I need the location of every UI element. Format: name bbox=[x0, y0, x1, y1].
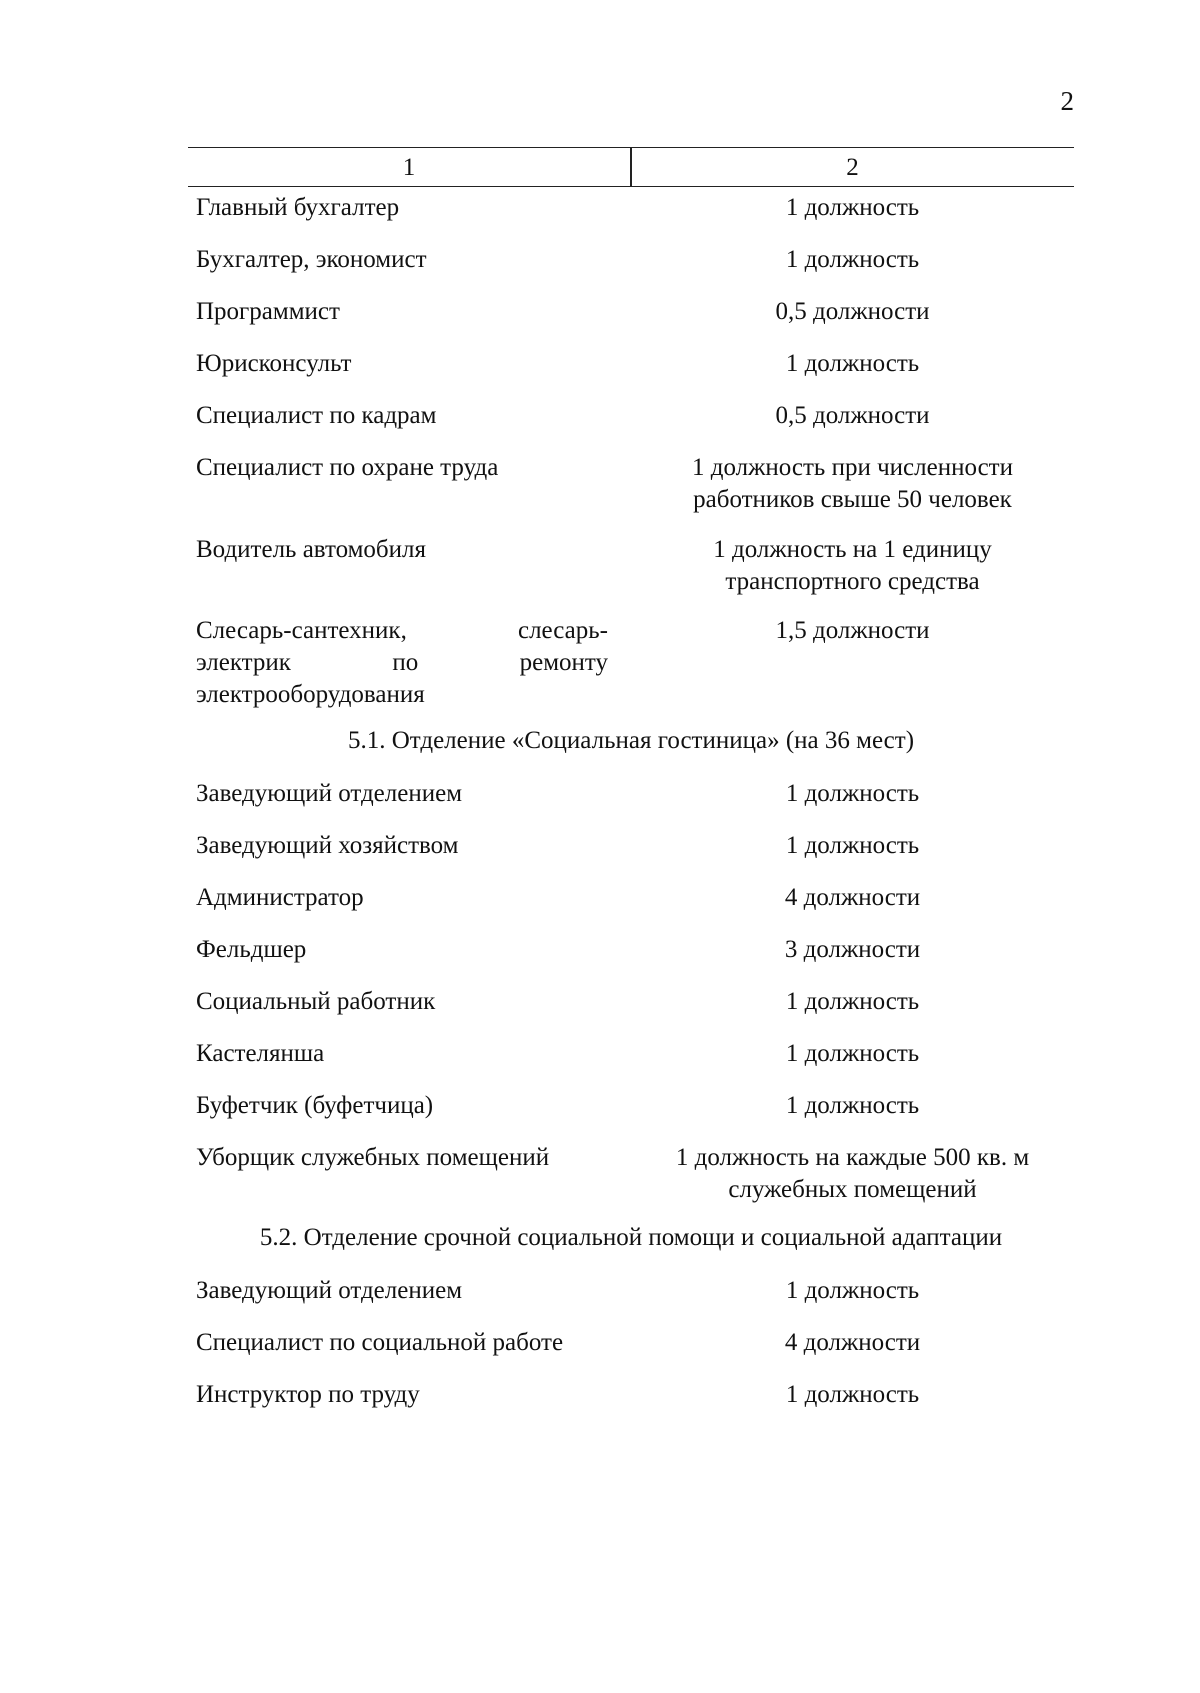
position-name: Администратор bbox=[196, 884, 364, 911]
position-name: Буфетчик (буфетчица) bbox=[196, 1092, 434, 1119]
position-count: 1 должность bbox=[785, 780, 920, 807]
table-header bbox=[188, 147, 1074, 187]
position-name: Фельдшер bbox=[196, 936, 307, 963]
page-number: 2 bbox=[1060, 86, 1074, 116]
position-count: 1 должность bbox=[785, 246, 920, 273]
position-count-line: транспортного средства bbox=[725, 568, 980, 595]
position-name: Водитель автомобиля bbox=[196, 536, 426, 563]
position-name-line: электрооборудования bbox=[196, 681, 425, 708]
position-name: Специалист по кадрам bbox=[196, 402, 437, 429]
header-col-2: 2 bbox=[846, 154, 859, 181]
position-name: Специалист по охране труда bbox=[196, 454, 499, 481]
position-count bbox=[631, 452, 1074, 516]
position-name-line: электрик по ремонту bbox=[196, 649, 608, 676]
position-count: 1 должность bbox=[785, 1040, 920, 1067]
position-count bbox=[631, 1142, 1074, 1206]
position-count bbox=[631, 534, 1074, 598]
position-count: 1,5 должности bbox=[775, 617, 930, 644]
position-name: Инструктор по труду bbox=[196, 1381, 420, 1408]
position-name: Юрисконсульт bbox=[196, 350, 352, 377]
position-count: 4 должности bbox=[784, 884, 921, 911]
position-count: 1 должность bbox=[785, 988, 920, 1015]
header-col-1: 1 bbox=[402, 154, 416, 181]
section-heading-5-2: 5.2. Отделение срочной социальной помощи и социальной адаптации bbox=[259, 1224, 1003, 1251]
position-count-line: 1 должность на каждые 500 кв. м bbox=[675, 1144, 1030, 1171]
position-name: Заведующий отделением bbox=[196, 1277, 463, 1304]
position-count: 0,5 должности bbox=[775, 298, 930, 325]
position-name: Кастелянша bbox=[196, 1040, 325, 1067]
position-count: 1 должность bbox=[785, 194, 920, 221]
position-name: Заведующий хозяйством bbox=[196, 832, 459, 859]
position-count: 1 должность bbox=[785, 1092, 920, 1119]
position-count-line: 1 должность на 1 единицу bbox=[713, 536, 992, 563]
position-name: Бухгалтер, экономист bbox=[196, 246, 427, 273]
position-count-line: работников свыше 50 человек bbox=[693, 486, 1012, 513]
position-name: Заведующий отделением bbox=[196, 780, 463, 807]
position-name: Уборщик служебных помещений bbox=[196, 1144, 550, 1171]
position-name bbox=[196, 615, 608, 711]
position-count: 0,5 должности bbox=[775, 402, 930, 429]
position-name: Социальный работник bbox=[196, 988, 436, 1015]
position-count: 1 должность bbox=[785, 1277, 920, 1304]
position-count: 1 должность bbox=[785, 1381, 920, 1408]
position-name: Специалист по социальной работе bbox=[196, 1329, 564, 1356]
position-name-line: Слесарь-сантехник, слесарь- bbox=[196, 617, 608, 644]
position-name: Программист bbox=[196, 298, 340, 325]
position-count: 3 должности bbox=[784, 936, 921, 963]
position-count-line: 1 должность при численности bbox=[692, 454, 1013, 481]
position-count: 1 должность bbox=[785, 832, 920, 859]
position-count: 4 должности bbox=[784, 1329, 921, 1356]
position-count-line: служебных помещений bbox=[728, 1176, 977, 1203]
staff-table bbox=[188, 147, 1074, 187]
position-count: 1 должность bbox=[785, 350, 920, 377]
position-name: Главный бухгалтер bbox=[196, 194, 400, 221]
section-heading-5-1: 5.1. Отделение «Социальная гостиница» (на 36 мест) bbox=[347, 727, 915, 754]
